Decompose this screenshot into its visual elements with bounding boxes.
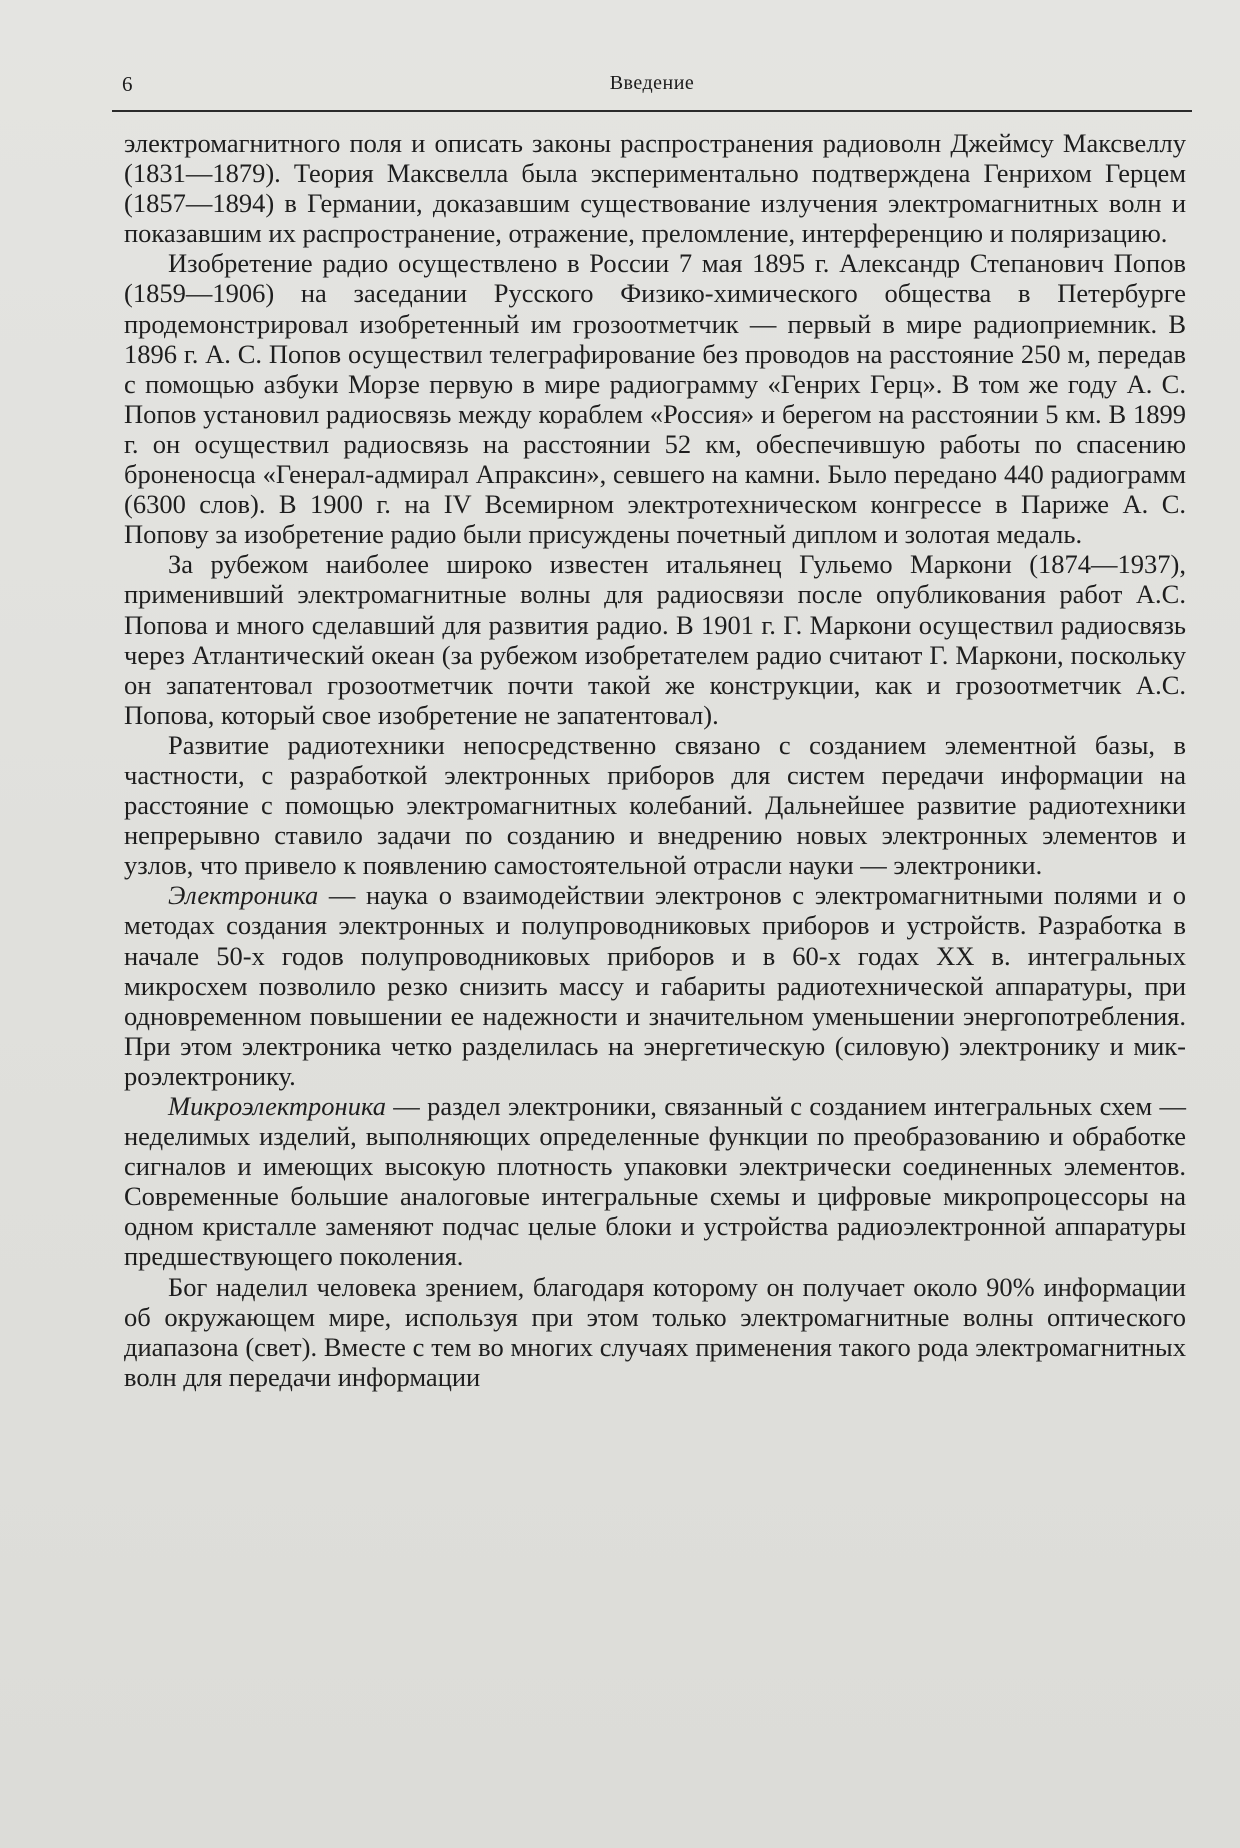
paragraph-maxwell-hertz xyxy=(124,128,1186,248)
paragraph-text: Бог наделил человека зрением, благодаря которому он получает около 90% информации об окружающем мире, используя при этом только электромагнитные волны оптического диапазона (свет). Вместе с тем во многих случаях применения такого рода электромагнитных волн для передачи информации xyxy=(124,1271,1186,1392)
paragraph-text: Развитие радиотехники непосредственно связано с созданием элементной базы, в частности, с разработкой электронных приборов для систем передачи информации на расстояние с помощью электромагнитных колебаний. Дальнейшее развитие радиотехники непрерывно ставило задачи по созданию и внедрению новых электронных элементов и узлов, что привело к появлению самостоятельной отрасли науки — электроники. xyxy=(124,729,1186,881)
paragraph-microelectronics-definition xyxy=(124,1091,1186,1272)
paragraph-text: За рубежом наиболее широко известен итальянец Гульемо Маркони (1874—1937), применивший электромагнитные волны для радиосвязи после опубликования работ А.С. Попова и много сделавший для развития радио. В 1901 г. Г. Маркони осуществил радиосвязь через Атлантический океан (за рубежом изобретателем радио считают Г. Маркони, поскольку он запатентовал грозоотметчик почти такой же конструкции, как и грозоотметчик А.С. Попова, который свое изобретение не запатентовал). xyxy=(124,549,1186,730)
paragraph-text: Изобретение радио осуществлено в России 7 мая 1895 г. Александр Степанович Попов (1859—1906) на заседании Русского Физико-химического общества в Петербурге продемонстрировал изобретенный им грозоотметчик — первый в мире радиоприемник. В 1896 г. А. С. Попов осуществил телеграфирование без проводов на расстояние 250 м, передав с помощью азбуки Морзе первую в мире радиограмму «Генрих Герц». В том же году А. С. Попов установил радиосвязь между кораблем «Россия» и берегом на расстоянии 5 км. В 1899 г. он осуществил радиосвязь на расстоянии 52 км, обеспечившую работы по спасению броненосца «Генерал-адмирал Апраксин», севшего на камни. Было передано 440 радиограмм (6300 слов). В 1900 г. на IV Всемирном электротехническом конгрессе в Париже А. С. Попову за изобретение радио были присуждены почетный диплом и золотая медаль. xyxy=(124,248,1186,550)
paragraph-human-vision xyxy=(124,1272,1186,1392)
paragraph-radio-engineering xyxy=(124,730,1186,880)
paragraph-popov-invention xyxy=(124,248,1186,549)
defined-term: Электроника xyxy=(168,880,319,911)
running-title: Введение xyxy=(609,72,695,94)
paragraph-text: электромагнитного поля и описать законы распространения радиоволн Джеймсу Максвеллу (1831—1879). Теория Максвелла была экспериментально подтверждена Генрихом Герцем (1857—1894) в Германии, доказавшим существование излучения электромагнитных волн и показавшим их распространение, отражение, преломление, интерференцию и поляризацию. xyxy=(124,128,1186,249)
body-text xyxy=(124,128,1186,1392)
paragraph-text: — наука о взаимодействии электронов с электромагнитными полями и о методах создания электронных и полупроводниковых приборов и устройств. Разработка в начале 50-х годов полупроводниковых приборов и в 60-х годах XX в. интегральных микросхем позволило резко снизить массу и габариты радиотехнической аппаратуры, при одновременном повышении ее надежности и значительном уменьшении энергопотребления. При этом электроника четко разделилась на энергетическую (силовую) электронику и микроэлектронику. xyxy=(124,880,1186,1091)
page-number: 6 xyxy=(122,72,133,96)
paragraph-electronics-definition xyxy=(124,880,1186,1091)
defined-term: Микроэлектроника xyxy=(168,1091,386,1121)
paragraph-text: — раздел электроники, связанный с созданием интегральных схем — неделимых изделий, выполняющих определенные функции по преобразованию и обработке сигналов и имеющих высокую плотность упаковки электрически соединенных элементов. Современные большие аналоговые интегральные схемы и цифровые микропроцессоры на одном кристалле заменяют подчас целые блоки и устройства радиоэлектронной аппаратуры предшествующего поколения. xyxy=(124,1091,1186,1272)
page-header xyxy=(112,70,1192,112)
paragraph-marconi xyxy=(124,549,1186,730)
